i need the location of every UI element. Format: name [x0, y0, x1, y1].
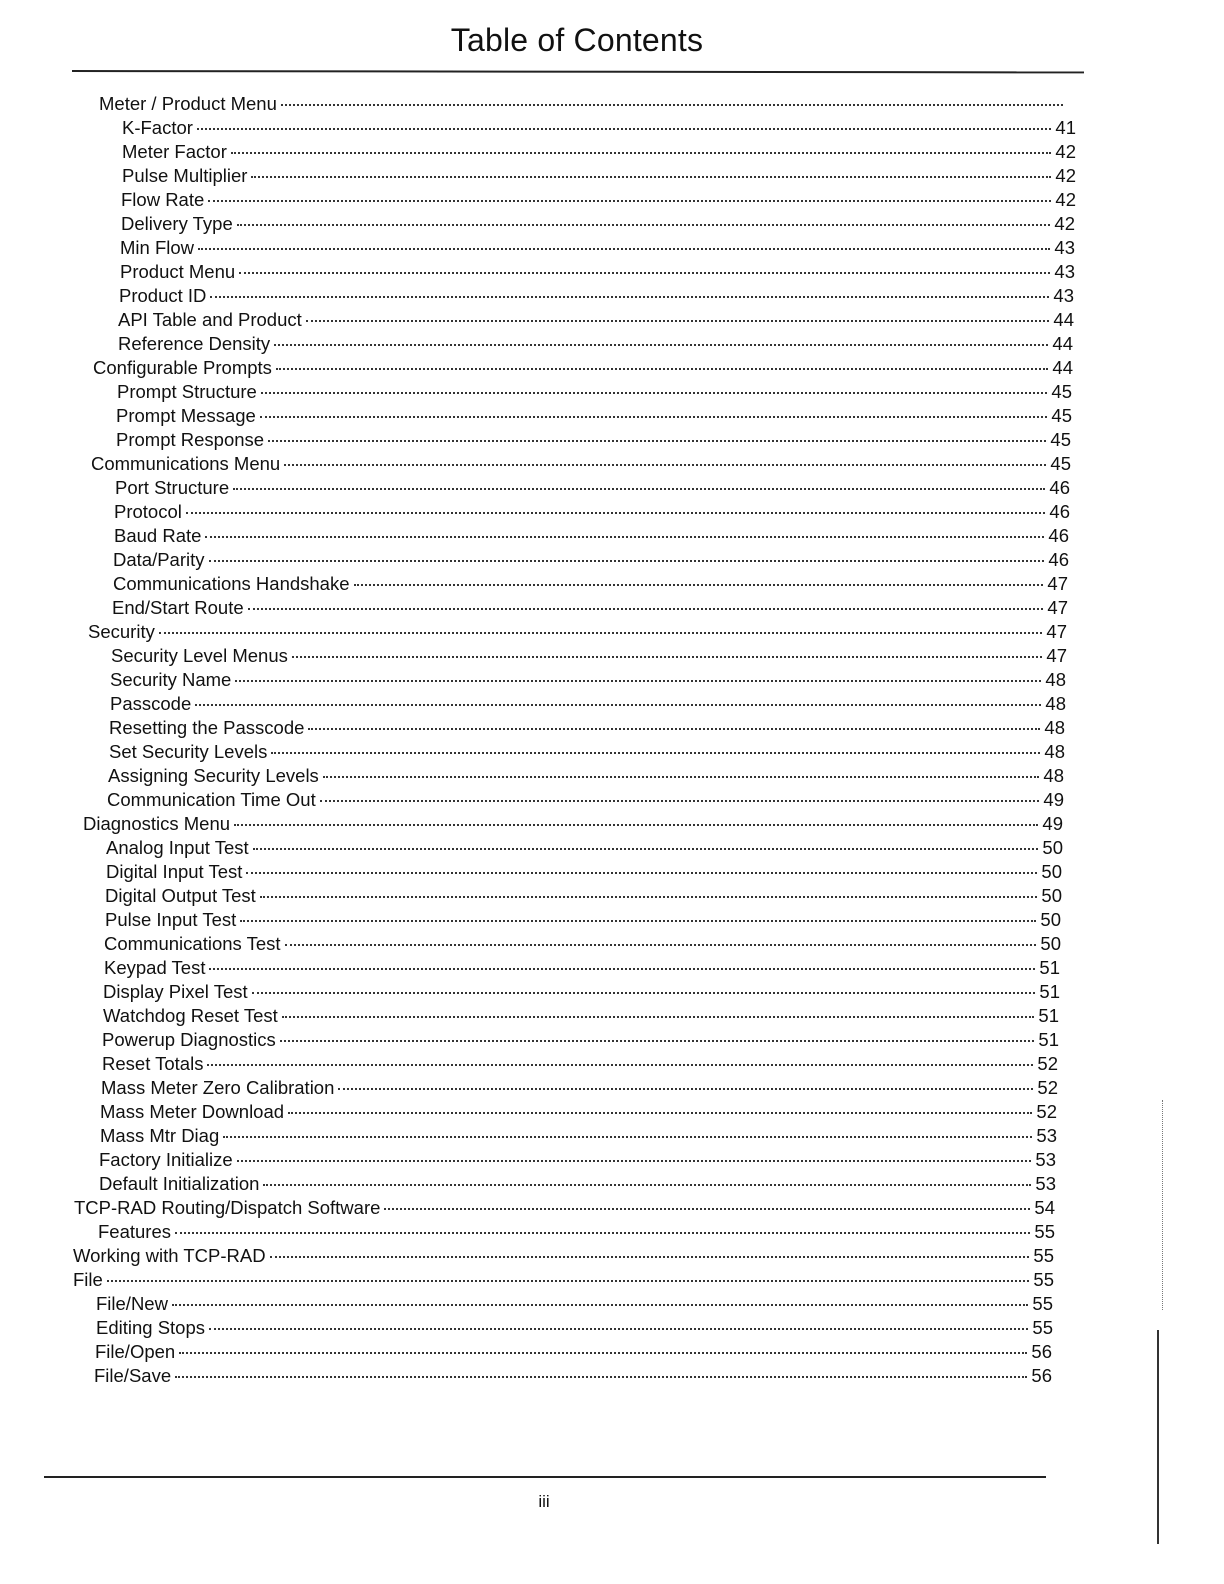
- toc-leader: [208, 200, 1051, 202]
- title-rule: [72, 70, 1084, 73]
- toc-leader: [285, 944, 1037, 946]
- toc-leader: [276, 368, 1049, 370]
- toc-entry-title: Security Name: [110, 669, 232, 690]
- toc-leader: [172, 1304, 1028, 1306]
- toc-leader: [274, 344, 1048, 346]
- toc-entry-title: Editing Stops: [96, 1317, 206, 1338]
- toc-entry[interactable]: [111, 644, 1067, 668]
- toc-entry[interactable]: [120, 236, 1075, 260]
- toc-entry[interactable]: [100, 1124, 1057, 1148]
- toc-leader: [237, 1160, 1032, 1162]
- toc-leader: [281, 104, 1063, 106]
- toc-entry[interactable]: [93, 356, 1073, 380]
- toc-entry[interactable]: [113, 572, 1068, 596]
- toc-entry-title: Meter / Product Menu: [99, 93, 277, 114]
- toc-entry[interactable]: [121, 212, 1075, 236]
- toc-leader: [209, 1328, 1028, 1330]
- toc-entry-title: Passcode: [110, 693, 192, 714]
- toc-entry[interactable]: [122, 116, 1076, 140]
- toc-entry-title: Digital Output Test: [105, 885, 256, 906]
- toc-leader: [179, 1352, 1027, 1354]
- toc-leader: [159, 632, 1043, 634]
- toc-leader: [292, 656, 1043, 658]
- toc-entry-title: Communication Time Out: [107, 789, 316, 810]
- toc-entry[interactable]: [105, 908, 1061, 932]
- toc-entry[interactable]: [74, 1196, 1055, 1220]
- toc-entry-title: Prompt Structure: [117, 381, 257, 402]
- toc-entry-page: 48: [1044, 741, 1065, 762]
- toc-entry-page: 48: [1045, 693, 1066, 714]
- toc-leader: [261, 392, 1048, 394]
- toc-entry-page: 55: [1033, 1245, 1054, 1266]
- toc-entry-page: 51: [1038, 1029, 1059, 1050]
- toc-entry-page: 53: [1036, 1125, 1057, 1146]
- toc-entry-title: Powerup Diagnostics: [102, 1029, 276, 1050]
- toc-entry[interactable]: [116, 404, 1072, 428]
- toc-entry-page: 50: [1041, 861, 1062, 882]
- toc-leader: [253, 848, 1039, 850]
- toc-entry-page: 42: [1055, 165, 1076, 186]
- toc-entry-page: 52: [1036, 1101, 1057, 1122]
- toc-leader: [209, 968, 1035, 970]
- toc-leader: [223, 1136, 1032, 1138]
- toc-entry[interactable]: [88, 620, 1067, 644]
- toc-entry[interactable]: [100, 1100, 1057, 1124]
- toc-entry-page: 48: [1043, 765, 1064, 786]
- toc-entry[interactable]: [83, 812, 1063, 836]
- toc-entry-title: Communications Menu: [91, 453, 281, 474]
- toc-entry[interactable]: [96, 1292, 1053, 1316]
- toc-entry[interactable]: [119, 284, 1074, 308]
- toc-entry-title: Reference Density: [118, 333, 271, 354]
- toc-entry-page: 48: [1045, 669, 1066, 690]
- toc-entry-title: Flow Rate: [121, 189, 205, 210]
- toc-leader: [205, 536, 1044, 538]
- toc-entry[interactable]: [99, 92, 1067, 116]
- toc-entry-page: 53: [1035, 1149, 1056, 1170]
- toc-entry[interactable]: [109, 716, 1065, 740]
- toc-entry-page: 53: [1035, 1173, 1056, 1194]
- toc-leader: [260, 416, 1048, 418]
- toc-entry[interactable]: [99, 1148, 1056, 1172]
- toc-entry-page: 55: [1032, 1317, 1053, 1338]
- toc-leader: [197, 128, 1051, 130]
- toc-entry-title: Reset Totals: [102, 1053, 204, 1074]
- toc-entry-title: File/Save: [94, 1365, 172, 1386]
- toc-entry[interactable]: [95, 1340, 1052, 1364]
- toc-leader: [239, 272, 1050, 274]
- toc-entry[interactable]: [110, 692, 1066, 716]
- toc-entry[interactable]: [104, 932, 1061, 956]
- toc-leader: [282, 1016, 1035, 1018]
- toc-entry-title: Port Structure: [115, 477, 230, 498]
- toc-entry-page: 42: [1055, 189, 1076, 210]
- toc-entry-page: 52: [1037, 1077, 1058, 1098]
- toc-entry-title: TCP-RAD Routing/Dispatch Software: [74, 1197, 381, 1218]
- toc-entry-title: File/Open: [95, 1341, 176, 1362]
- toc-leader: [233, 488, 1045, 490]
- toc-entry-page: 55: [1032, 1293, 1053, 1314]
- toc-leader: [252, 992, 1036, 994]
- toc-entry-title: Security Level Menus: [111, 645, 288, 666]
- toc-leader: [384, 1208, 1030, 1210]
- toc-entry-page: 45: [1051, 381, 1072, 402]
- toc-entry-title: Mass Mtr Diag: [100, 1125, 220, 1146]
- toc-entry-page: 50: [1041, 885, 1062, 906]
- toc-entry-title: Working with TCP-RAD: [73, 1245, 266, 1266]
- toc-entry[interactable]: [112, 596, 1068, 620]
- toc-leader: [175, 1376, 1027, 1378]
- toc-leader: [251, 176, 1051, 178]
- toc-leader: [280, 1040, 1035, 1042]
- toc-leader: [107, 1280, 1030, 1282]
- toc-entry[interactable]: [96, 1316, 1053, 1340]
- toc-entry[interactable]: [105, 884, 1062, 908]
- toc-leader: [323, 776, 1040, 778]
- toc-entry-page: 45: [1050, 429, 1071, 450]
- toc-entry[interactable]: [121, 188, 1076, 212]
- toc-leader: [248, 608, 1044, 610]
- toc-entry-page: 51: [1039, 957, 1060, 978]
- toc-entry-page: 46: [1048, 525, 1069, 546]
- toc-entry-page: 54: [1034, 1197, 1055, 1218]
- toc-entry-page: 55: [1034, 1221, 1055, 1242]
- toc-entry-page: 42: [1055, 141, 1076, 162]
- toc-entry[interactable]: [106, 860, 1062, 884]
- toc-leader: [198, 248, 1050, 250]
- toc-leader: [210, 296, 1049, 298]
- toc-entry-title: Keypad Test: [104, 957, 206, 978]
- toc-entry[interactable]: [109, 740, 1065, 764]
- toc-leader: [354, 584, 1044, 586]
- toc-entry-title: Mass Meter Download: [100, 1101, 285, 1122]
- toc-entry[interactable]: [107, 788, 1064, 812]
- toc-entry[interactable]: [103, 1004, 1059, 1028]
- toc-entry-page: 42: [1054, 213, 1075, 234]
- toc-entry-title: Product ID: [119, 285, 207, 306]
- toc-entry-title: API Table and Product: [118, 309, 302, 330]
- toc-entry-title: Watchdog Reset Test: [103, 1005, 278, 1026]
- toc-leader: [288, 1112, 1032, 1114]
- toc-entry-page: 56: [1031, 1341, 1052, 1362]
- toc-entry-page: 51: [1039, 981, 1060, 1002]
- page-title: Table of Contents: [450, 22, 704, 58]
- toc-entry-title: File: [73, 1269, 103, 1290]
- toc-leader: [308, 728, 1040, 730]
- toc-leader: [240, 920, 1036, 922]
- toc-leader: [271, 752, 1040, 754]
- toc-entry-title: Min Flow: [120, 237, 195, 258]
- toc-entry[interactable]: [73, 1244, 1054, 1268]
- page-number: iii: [538, 1492, 550, 1511]
- toc-leader: [209, 560, 1045, 562]
- toc-entry[interactable]: [110, 668, 1066, 692]
- toc-entry-title: Prompt Response: [116, 429, 265, 450]
- toc-entry-title: Communications Test: [104, 933, 281, 954]
- toc-entry-page: 49: [1042, 813, 1063, 834]
- toc-entry-title: Pulse Input Test: [105, 909, 237, 930]
- toc-entry-page: 44: [1052, 357, 1073, 378]
- toc-entry[interactable]: [108, 764, 1064, 788]
- toc-entry[interactable]: [101, 1076, 1058, 1100]
- toc-entry-title: Baud Rate: [114, 525, 202, 546]
- toc-entry-title: Display Pixel Test: [103, 981, 248, 1002]
- toc-entry[interactable]: [114, 500, 1070, 524]
- toc-entry-title: Delivery Type: [121, 213, 233, 234]
- toc-entry-title: Communications Handshake: [113, 573, 350, 594]
- toc-entry-page: 48: [1044, 717, 1065, 738]
- toc-entry-title: End/Start Route: [112, 597, 244, 618]
- toc-entry[interactable]: [114, 524, 1069, 548]
- toc-entry-page: 50: [1040, 933, 1061, 954]
- toc-leader: [235, 680, 1041, 682]
- toc-entry[interactable]: [94, 1364, 1052, 1388]
- toc-entry[interactable]: [120, 260, 1075, 284]
- toc-entry-title: Protocol: [114, 501, 182, 522]
- toc-entry-page: 44: [1053, 309, 1074, 330]
- toc-entry-title: Prompt Message: [116, 405, 256, 426]
- toc-leader: [284, 464, 1046, 466]
- toc-entry-page: 43: [1053, 285, 1074, 306]
- toc-entry-page: 47: [1046, 621, 1067, 642]
- toc-leader: [320, 800, 1040, 802]
- toc-entry[interactable]: [122, 140, 1076, 164]
- toc-entry-title: Assigning Security Levels: [108, 765, 319, 786]
- toc-entry[interactable]: [73, 1268, 1054, 1292]
- toc-entry[interactable]: [115, 476, 1070, 500]
- toc-entry-title: Set Security Levels: [109, 741, 268, 762]
- toc-entry[interactable]: [102, 1028, 1059, 1052]
- toc-entry-page: 46: [1049, 477, 1070, 498]
- toc-entry-title: Features: [98, 1221, 172, 1242]
- toc-entry-page: 50: [1042, 837, 1063, 858]
- toc-leader: [260, 896, 1038, 898]
- toc-entry[interactable]: [118, 332, 1073, 356]
- footer-rule: [44, 1476, 1046, 1478]
- toc-leader: [234, 824, 1038, 826]
- toc-entry[interactable]: [113, 548, 1069, 572]
- toc-entry-page: 50: [1040, 909, 1061, 930]
- toc-entry-page: 43: [1054, 237, 1075, 258]
- toc-entry-page: 45: [1051, 405, 1072, 426]
- toc-entry[interactable]: [104, 956, 1060, 980]
- toc-entry-title: Resetting the Passcode: [109, 717, 305, 738]
- toc-entry-title: Pulse Multiplier: [122, 165, 248, 186]
- toc-entry[interactable]: [102, 1052, 1058, 1076]
- toc-entry-title: Digital Input Test: [106, 861, 243, 882]
- toc-entry-page: 45: [1050, 453, 1071, 474]
- toc-leader: [270, 1256, 1030, 1258]
- toc-entry-page: 55: [1033, 1269, 1054, 1290]
- toc-entry[interactable]: [99, 1172, 1056, 1196]
- toc-entry-title: Meter Factor: [122, 141, 227, 162]
- toc-leader: [195, 704, 1041, 706]
- toc-entry-page: 44: [1052, 333, 1073, 354]
- toc-leader: [268, 440, 1046, 442]
- toc-entry-page: 43: [1054, 261, 1075, 282]
- toc-entry[interactable]: [103, 980, 1060, 1004]
- toc-entry[interactable]: [91, 452, 1071, 476]
- toc-entry-title: Analog Input Test: [106, 837, 249, 858]
- toc-entry-title: File/New: [96, 1293, 168, 1314]
- scan-edge-mark: [1162, 1100, 1163, 1310]
- toc-entry[interactable]: [106, 836, 1063, 860]
- toc-leader: [246, 872, 1037, 874]
- toc-leader: [231, 152, 1052, 154]
- toc-entry-page: 46: [1049, 501, 1070, 522]
- toc-leader: [175, 1232, 1030, 1234]
- toc-leader: [207, 1064, 1033, 1066]
- toc-entry-page: 47: [1046, 645, 1067, 666]
- toc-entry-title: Diagnostics Menu: [83, 813, 231, 834]
- toc-entry[interactable]: [118, 308, 1074, 332]
- toc-entry-title: Configurable Prompts: [93, 357, 272, 378]
- toc-leader: [306, 320, 1050, 322]
- toc-entry-page: 47: [1047, 573, 1068, 594]
- toc-entry-page: 56: [1031, 1365, 1052, 1386]
- toc-entry-title: Data/Parity: [113, 549, 205, 570]
- toc-entry-page: 41: [1055, 117, 1076, 138]
- toc-entry[interactable]: [117, 380, 1072, 404]
- toc-entry-title: Security: [88, 621, 155, 642]
- toc-entry-title: K-Factor: [122, 117, 193, 138]
- toc-entry-page: 52: [1037, 1053, 1058, 1074]
- toc-entry-title: Factory Initialize: [99, 1149, 233, 1170]
- toc-leader: [186, 512, 1046, 514]
- toc-entry-page: 51: [1038, 1005, 1059, 1026]
- toc-entry-page: 46: [1048, 549, 1069, 570]
- toc-leader: [338, 1088, 1033, 1090]
- toc-entry[interactable]: [122, 164, 1076, 188]
- toc-entry-page: 47: [1047, 597, 1068, 618]
- toc-leader: [237, 224, 1051, 226]
- toc-entry-title: Product Menu: [120, 261, 236, 282]
- toc-entry-title: Mass Meter Zero Calibration: [101, 1077, 335, 1098]
- toc-entry[interactable]: [98, 1220, 1055, 1244]
- scan-edge-mark: [1157, 1330, 1159, 1544]
- toc-entry-title: Default Initialization: [99, 1173, 260, 1194]
- toc-leader: [263, 1184, 1031, 1186]
- toc-entry-page: 49: [1043, 789, 1064, 810]
- toc-entry[interactable]: [116, 428, 1071, 452]
